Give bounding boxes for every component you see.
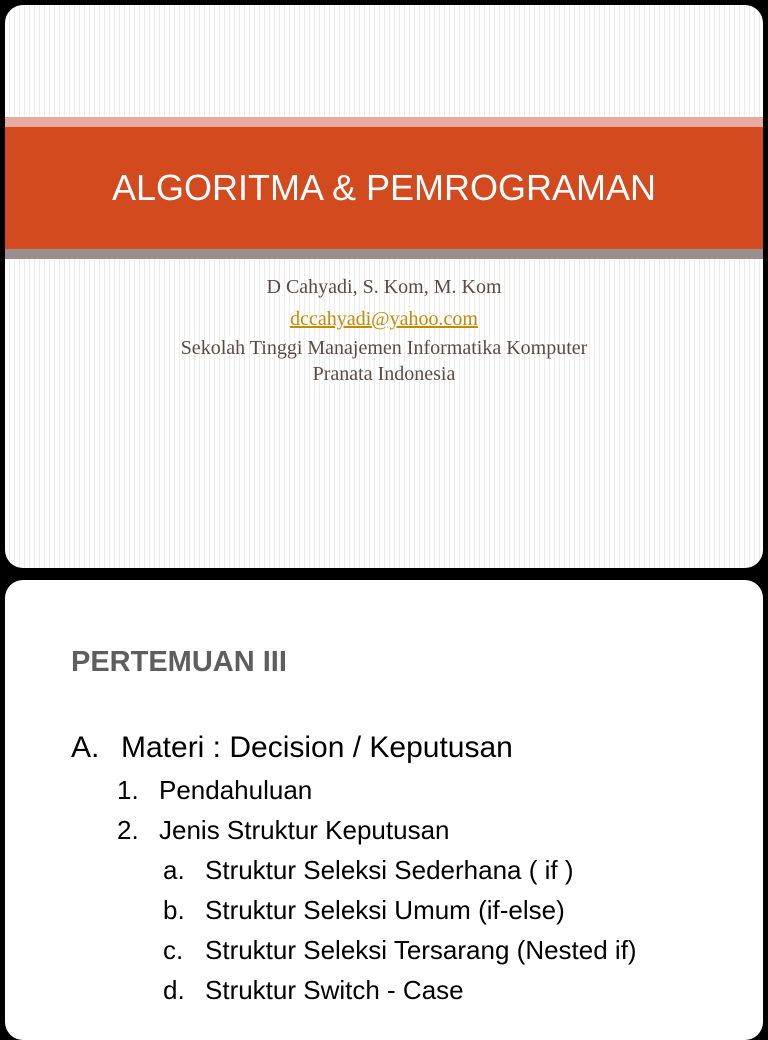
title-slide — [5, 5, 763, 568]
author-name: D Cahyadi, S. Kom, M. Kom — [266, 276, 502, 298]
outline-marker: 1. — [117, 775, 139, 805]
subtitle-block — [5, 271, 763, 387]
outline-item-2 — [71, 810, 753, 850]
outline-text: Jenis Struktur Keputusan — [159, 815, 450, 845]
outline-text: Struktur Switch - Case — [205, 975, 464, 1005]
outline-item-2c — [71, 930, 753, 970]
outline-marker: c. — [163, 935, 184, 965]
outline-item-2d — [71, 970, 753, 1010]
outline-item-2a — [71, 850, 753, 890]
institution-line-1: Sekolah Tinggi Manajemen Informatika Komputer — [180, 337, 588, 359]
outline-marker: b. — [163, 895, 185, 925]
accent-band — [5, 117, 763, 127]
outline-marker: 2. — [117, 815, 139, 845]
institution-line-2: Pranata Indonesia — [312, 363, 456, 385]
outline-item-1 — [71, 770, 753, 810]
title-band — [5, 127, 763, 249]
divider-band — [5, 249, 763, 259]
slide-title: ALGORITMA & PEMROGRAMAN — [111, 167, 657, 208]
outline-marker: d. — [163, 975, 185, 1005]
outline-text: Materi : Decision / Keputusan — [121, 731, 513, 764]
outline-text: Struktur Seleksi Sederhana ( if ) — [205, 855, 574, 885]
outline-marker: A. — [71, 731, 100, 764]
outline-text: Struktur Seleksi Tersarang (Nested if) — [205, 935, 637, 965]
outline-text: Struktur Seleksi Umum (if-else) — [205, 895, 565, 925]
topic-outline — [71, 728, 753, 1010]
outline-item-2b — [71, 890, 753, 930]
outline-text: Pendahuluan — [159, 775, 313, 805]
slide-heading: PERTEMUAN III — [71, 646, 287, 678]
outline-marker: a. — [163, 855, 185, 885]
content-slide — [5, 580, 763, 1040]
email-link[interactable]: dccahyadi@yahoo.com — [290, 308, 478, 330]
outline-item-a — [71, 728, 753, 768]
